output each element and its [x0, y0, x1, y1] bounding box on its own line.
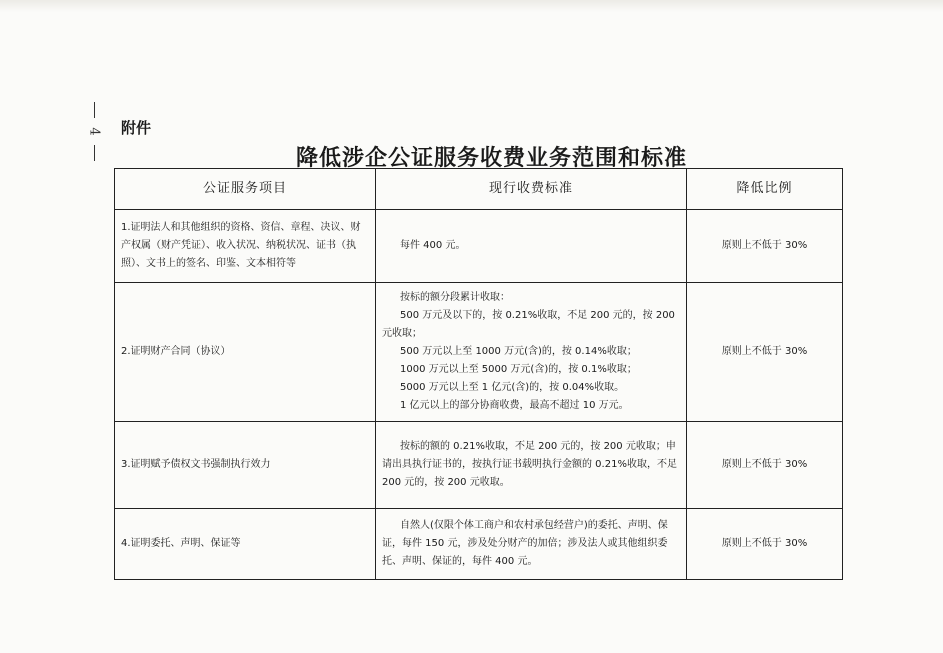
page-number-dash-top — [94, 102, 95, 118]
service-item: 3.证明赋予债权文书强制执行效力 — [115, 422, 376, 509]
fee-standard-line: 每件 400 元。 — [400, 240, 466, 251]
page-number-value: 4 — [86, 127, 102, 136]
fee-table — [114, 168, 843, 580]
fee-standard-line: 按标的额的 0.21%收取，不足 200 元的，按 200 元收取；申请出具执行证书的，按执行证书载明执行金额的 0.21%收取，不足 200 元的，按 200 元收取。 — [382, 441, 677, 488]
header-service-item: 公证服务项目 — [115, 169, 376, 210]
table-header-row — [115, 169, 843, 210]
fee-standard — [376, 422, 687, 509]
fee-standard-line: 按标的额分段累计收取： — [400, 292, 510, 303]
fee-standard — [376, 283, 687, 422]
attachment-label: 附件 — [121, 119, 152, 137]
reduction-ratio: 原则上不低于 30% — [687, 509, 843, 580]
fee-standard-line: 5000 万元以上至 1 亿元(含)的，按 0.04%收取。 — [400, 382, 625, 393]
table-row — [115, 509, 843, 580]
document-title: 降低涉企公证服务收费业务范围和标准 — [295, 146, 687, 171]
reduction-ratio: 原则上不低于 30% — [687, 210, 843, 283]
service-item: 2.证明财产合同（协议） — [115, 283, 376, 422]
fee-standard-line: 自然人(仅限个体工商户和农村承包经营户)的委托、声明、保证，每件 150 元，涉及处分财产的加倍；涉及法人或其他组织委托、声明、保证的，每件 400 元。 — [382, 520, 668, 567]
service-item: 4.证明委托、声明、保证等 — [115, 509, 376, 580]
fee-standard-line: 1 亿元以上的部分协商收费，最高不超过 10 万元。 — [400, 400, 629, 411]
table-row — [115, 283, 843, 422]
fee-standard — [376, 509, 687, 580]
fee-standard — [376, 210, 687, 283]
fee-standard-line: 500 万元以上至 1000 万元(含)的，按 0.14%收取； — [400, 346, 637, 357]
reduction-ratio: 原则上不低于 30% — [687, 422, 843, 509]
header-reduction-ratio: 降低比例 — [687, 169, 843, 210]
table-row — [115, 422, 843, 509]
service-item: 1.证明法人和其他组织的资格、资信、章程、决议、财产权属（财产凭证）、收入状况、纳税状况、证书（执照）、文书上的签名、印鉴、文本相符等 — [115, 210, 376, 283]
fee-standard-line: 500 万元及以下的，按 0.21%收取，不足 200 元的，按 200 元收取； — [382, 310, 675, 339]
fee-standard-line: 1000 万元以上至 5000 万元(含)的，按 0.1%收取； — [400, 364, 637, 375]
reduction-ratio: 原则上不低于 30% — [687, 283, 843, 422]
header-current-standard: 现行收费标准 — [376, 169, 687, 210]
table-row — [115, 210, 843, 283]
scan-edge — [0, 0, 943, 12]
